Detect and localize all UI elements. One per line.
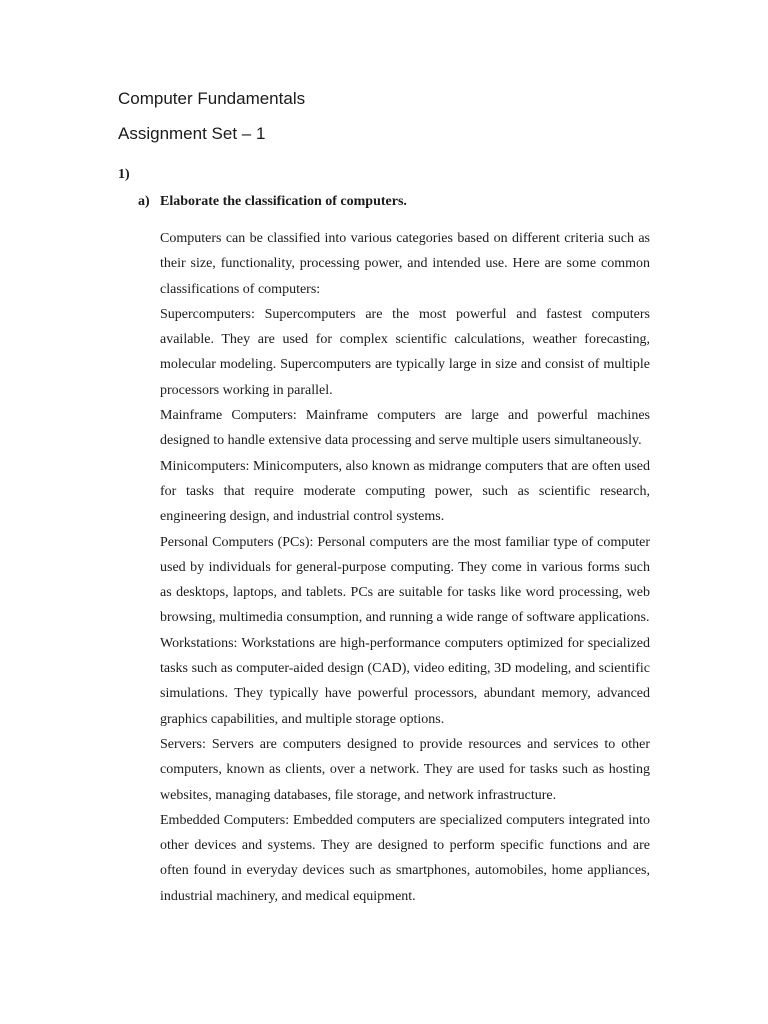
answer-body xyxy=(160,226,650,909)
paragraph-embedded: Embedded Computers: Embedded computers are specialized computers integrated into other devices and systems. They are designed to perform specific functions and are often found in everyday devices such as smartphones, automobiles, home appliances, industrial machinery, and medical equipment. xyxy=(160,812,650,904)
question-part-label: a) xyxy=(138,194,150,209)
paragraph-mainframe: Mainframe Computers: Mainframe computers are large and powerful machines designed to handle extensive data processing and serve multiple users simultaneously. xyxy=(160,408,650,449)
paragraph-personal-computers: Personal Computers (PCs): Personal computers are the most familiar type of computer used by individuals for general-purpose computing. They come in various forms such as desktops, laptops, and tablets. PCs are suitable for tasks like word processing, web browsing, multimedia consumption, and running a wide range of software applications. xyxy=(160,534,650,626)
paragraph-workstations: Workstations: Workstations are high-performance computers optimized for specialized tasks such as computer-aided design (CAD), video editing, 3D modeling, and scientific simulations. They typically have powerful processors, abundant memory, advanced graphics capabilities, and multiple storage options. xyxy=(160,635,650,727)
document-title: Computer Fundamentals xyxy=(118,89,306,108)
paragraph-minicomputers: Minicomputers: Minicomputers, also known as midrange computers that are often used for tasks that require moderate computing power, such as scientific research, engineering design, and industrial control systems. xyxy=(160,458,650,525)
question-part-text: Elaborate the classification of computers. xyxy=(160,194,407,209)
paragraph-intro: Computers can be classified into various categories based on different criteria such as their size, functionality, processing power, and intended use. Here are some common classifications of computers: xyxy=(160,231,650,297)
question-part xyxy=(138,194,407,210)
paragraph-servers: Servers: Servers are computers designed to provide resources and services to other computers, known as clients, over a network. They are used for tasks such as hosting websites, managing databases, file storage, and network infrastructure. xyxy=(160,736,650,803)
assignment-subtitle: Assignment Set – 1 xyxy=(118,124,266,143)
question-number: 1) xyxy=(118,167,130,182)
paragraph-supercomputers: Supercomputers: Supercomputers are the most powerful and fastest computers available. They are used for complex scientific calculations, weather forecasting, molecular modeling. Supercomputers are typically large in size and consist of multiple processors working in parallel. xyxy=(160,306,650,398)
